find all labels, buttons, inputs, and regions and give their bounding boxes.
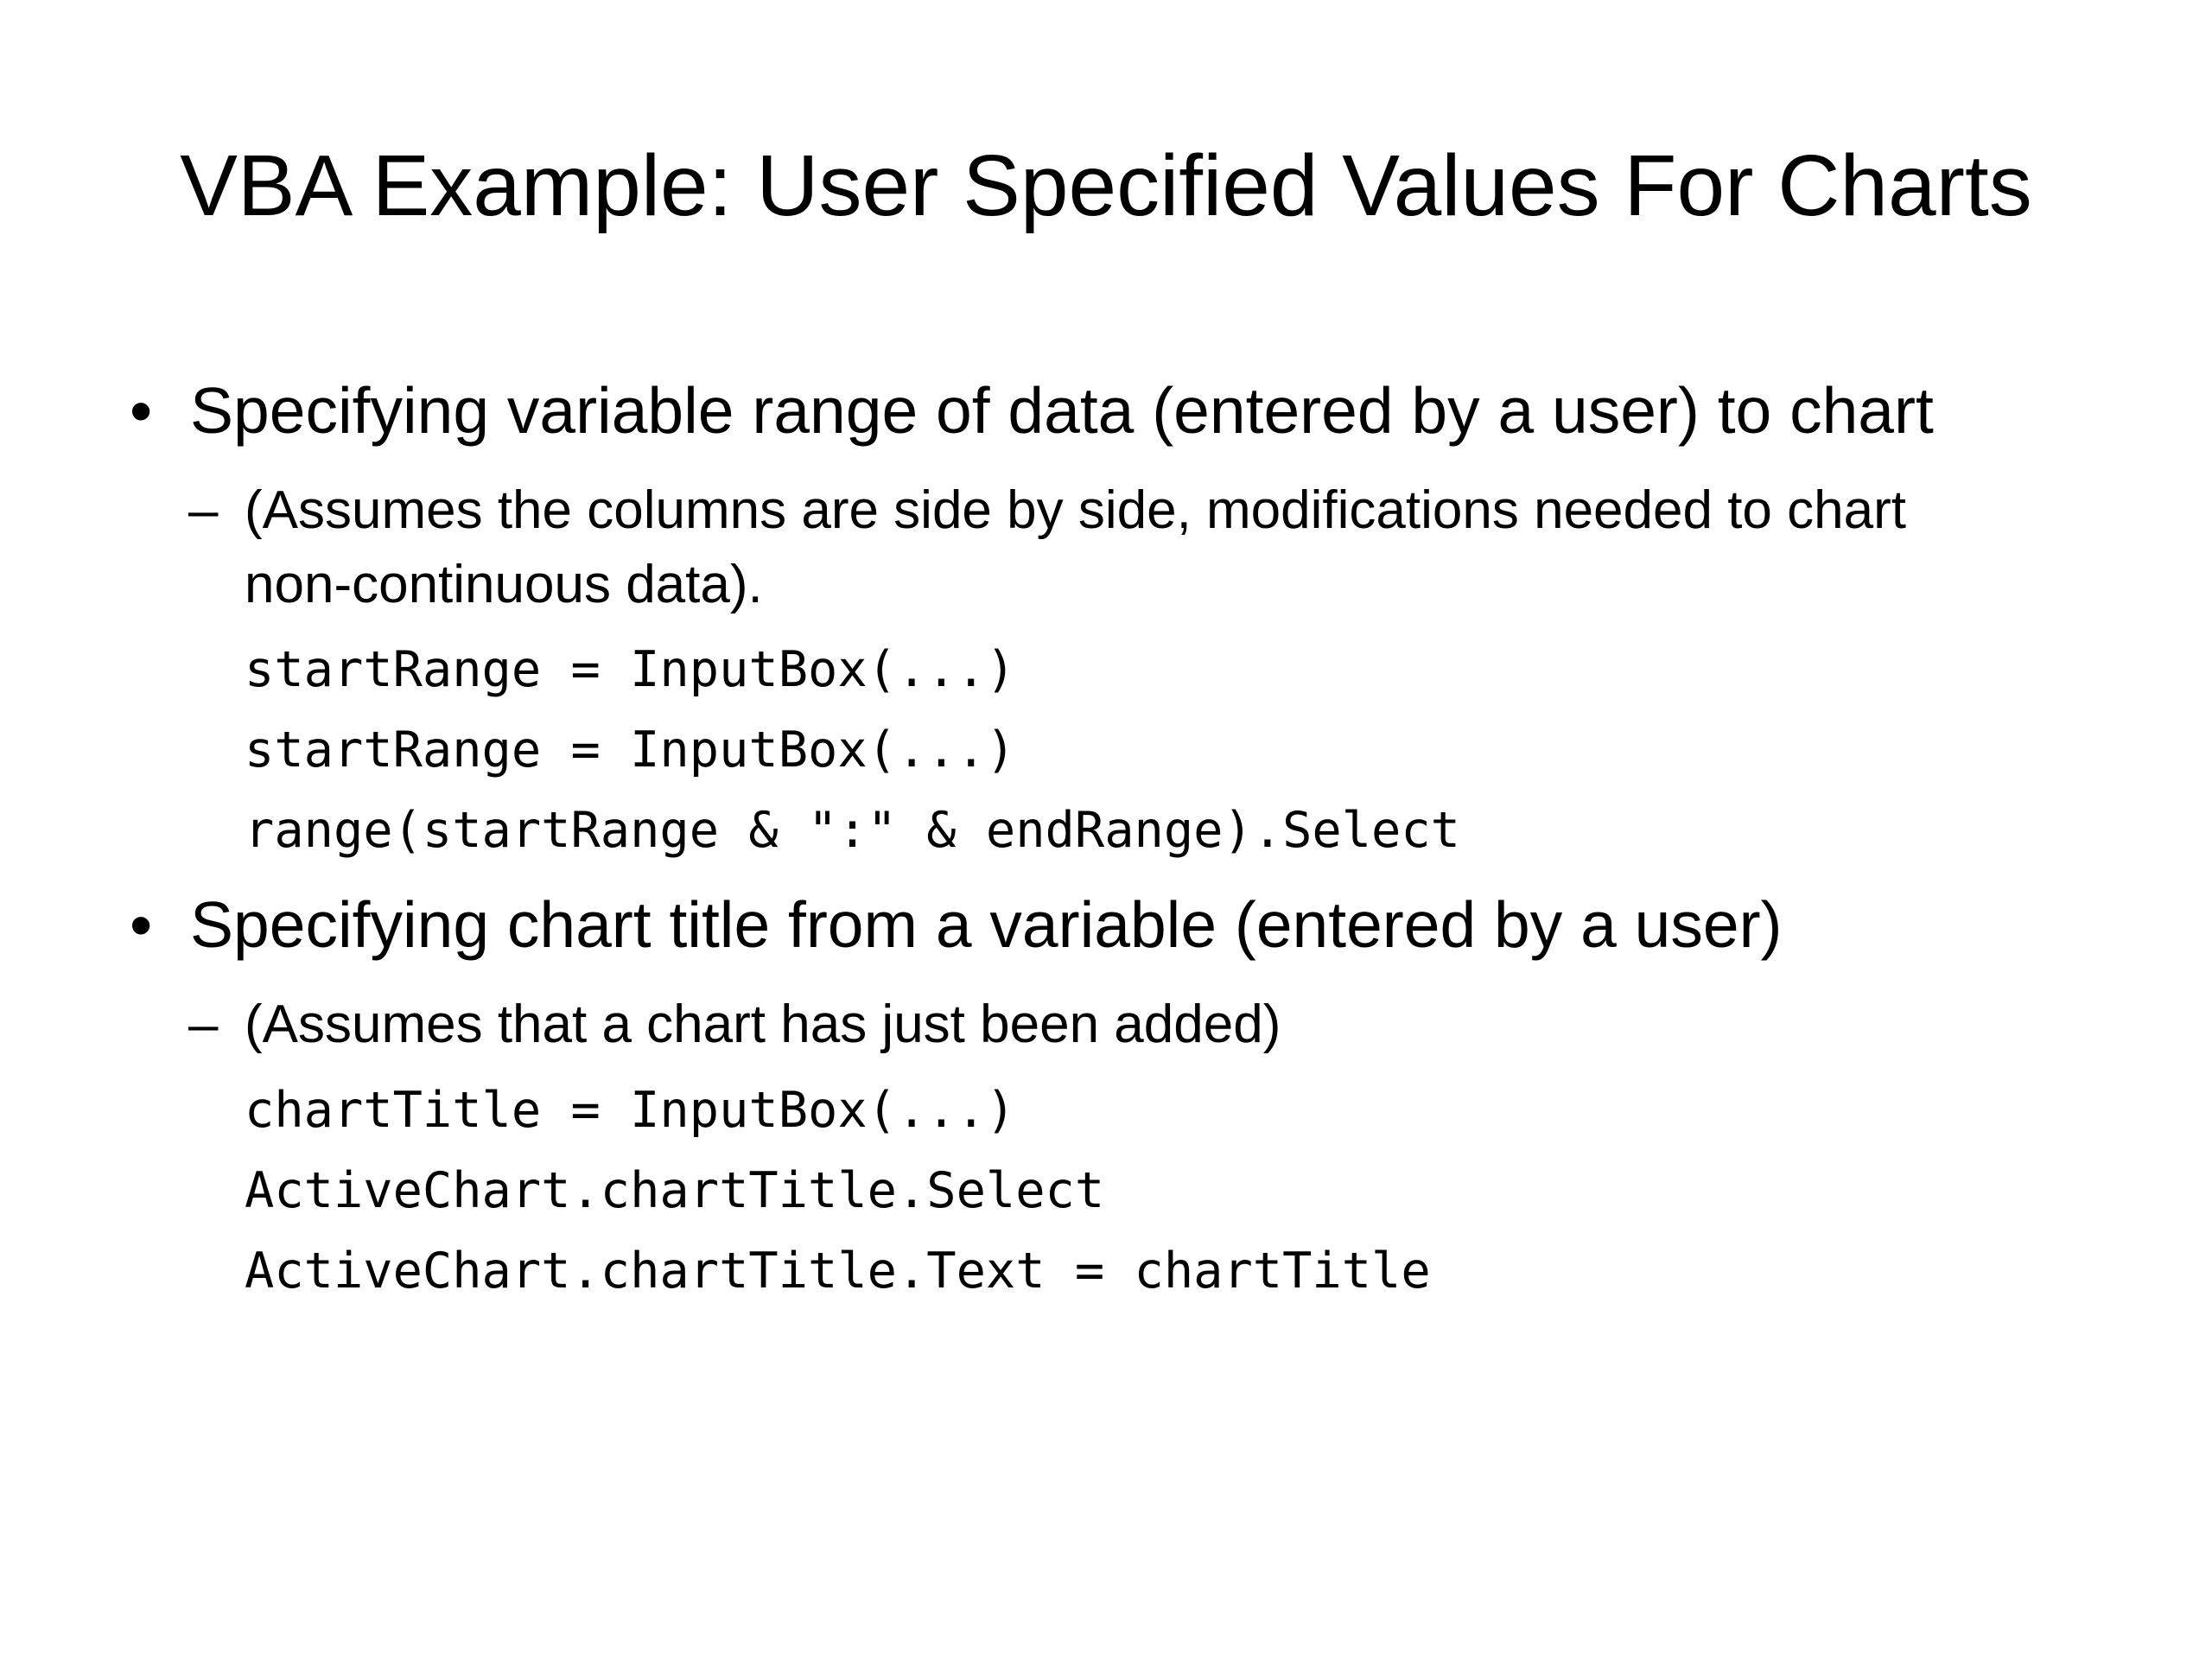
bullet-marker: •	[130, 888, 153, 961]
code-line: startRange = InputBox(...)	[245, 721, 1016, 779]
sub-bullet-text-line-1: (Assumes that a chart has just been added)	[245, 995, 1281, 1054]
bullet-marker: •	[130, 374, 153, 447]
code-line: ActiveChart.chartTitle.Select	[245, 1162, 1105, 1219]
code-line: chartTitle = InputBox(...)	[245, 1082, 1016, 1139]
code-line: ActiveChart.chartTitle.Text = chartTitle	[245, 1243, 1431, 1300]
bullet-text: Specifying chart title from a variable (entered by a user)	[190, 888, 1783, 961]
sub-bullet-text-line-1: (Assumes the columns are side by side, modifications needed to chart	[245, 480, 1906, 540]
slide-title: VBA Example: User Specified Values For Charts	[180, 137, 2032, 234]
dash-marker: –	[188, 480, 219, 540]
bullet-text: Specifying variable range of data (entered by a user) to chart	[190, 374, 1934, 447]
sub-bullet-text-line-2: non-continuous data).	[245, 555, 763, 614]
dash-marker: –	[188, 995, 219, 1054]
code-line: startRange = InputBox(...)	[245, 641, 1016, 698]
code-line: range(startRange & ":" & endRange).Select	[245, 802, 1460, 859]
